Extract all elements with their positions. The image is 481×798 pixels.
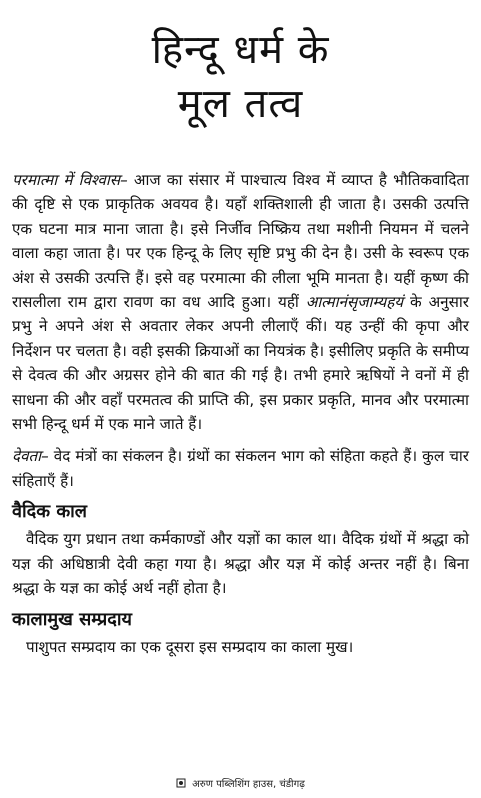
section-heading-vaidik-kaal: वैदिक काल (12, 501, 88, 523)
paragraph-text: आज का संसार में पाश्चात्य विश्व में व्याप्त है भौतिकवादिता की दृष्टि से एक प्राकृतिक अवयव है। यहाँ शक्तिशाली ही जाता है। उसकी उत्पत्ति एक घटना मात्र माना जाता है। इसे निर्जीव निष्क्रिय तथा मशीनी नियमन में चलने वाला कहा जाता है। पर एक हिन्दू के लिए सृष्टि प्रभु की देन है। उसी के स्वरूप एक अंश से उसकी उत्पत्ति हैं। इसे वह परमात्मा की लीला भूमि मानता है। यहीं कृष्ण की रासलीला राम द्वारा रावण का वध आदि हुआ। यहीं (12, 171, 469, 312)
page-footer (0, 776, 481, 790)
paragraph-gap (12, 436, 469, 444)
paragraph-text: के अनुसार प्रभु ने अपने अंश से अवतार लेकर अपनी लीलाएँ कीं। यह उन्हीं की कृपा और निर्देशन पर चलता है। वही इसकी क्रियाओं का नियत्रंक है। इसीलिए प्रकृति के समीप्य से देवत्व की और अग्रसर होने की बात की गई है। तभी हमारे ऋषियों ने वनों में ही साधना की और वहाँ परमतत्व की प्राप्ति की, इस प्रकार प्रकृति, मानव और परमात्मा सभी हिन्दू धर्म में एक माने जाते हैं। (12, 293, 470, 434)
sanskrit-quote: आत्मानंसृजाम्यहयं (305, 293, 404, 312)
footer-publisher-text: अरुण पब्लिशिंग हाउस, चंडीगढ़ (192, 779, 305, 790)
publisher-logo-icon (176, 778, 186, 788)
paragraph-lead-paramatma: परमात्मा में विश्वास– (12, 171, 128, 189)
title-spacer (12, 130, 469, 168)
paragraph-lead-devta: देवता– (12, 447, 49, 466)
page-title (12, 0, 469, 130)
paragraph-devta (12, 444, 469, 493)
paragraph-kalamukh: पाशुपत सम्प्रदाय का एक दूसरा इस सम्प्रदाय का काला मुख। (26, 637, 354, 656)
title-line-2: मूल तत्व (177, 81, 304, 127)
paragraph-paramatma (12, 168, 469, 436)
paragraph-vaidik-kaal: वैदिक युग प्रधान तथा कर्मकाण्डों और यज्ञों का काल था। वैदिक ग्रंथों में श्रद्धा को यज्ञ की अधिष्ठात्री देवी कहा गया है। श्रद्धा और यज्ञ में कोई अन्तर नहीं है। बिना श्रद्धा के यज्ञ का कोई अर्थ नहीं होता है। (12, 530, 469, 598)
paragraph-text: वेद मंत्रों का संकलन है। ग्रंथों का संकलन भाग को संहिता कहते हैं। कुल चार संहिताएँ हैं। (12, 447, 469, 490)
title-line-1: हिन्दू धर्म के (151, 27, 330, 73)
section-heading-kalamukh: कालामुख सम्प्रदाय (12, 608, 132, 630)
